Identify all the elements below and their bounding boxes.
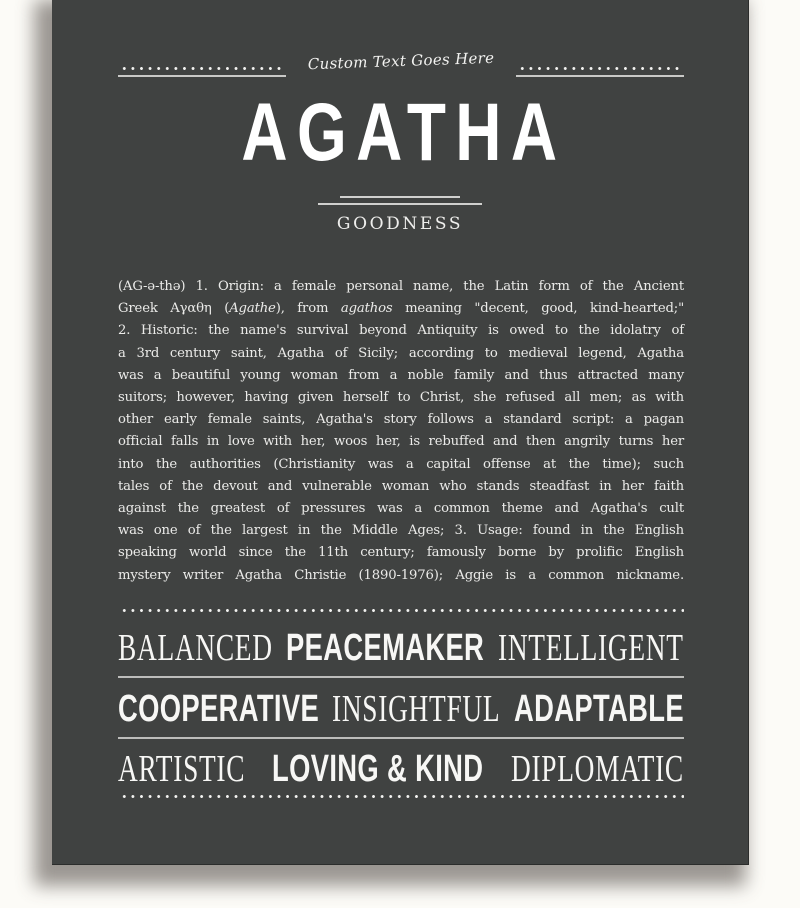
trait-word: INSIGHTFUL	[332, 688, 501, 730]
name-definition	[118, 276, 684, 587]
custom-text-header	[118, 48, 684, 82]
traits-row-1	[118, 622, 684, 674]
traits-row-2	[118, 683, 684, 735]
trait-word: BALANCED	[118, 627, 273, 669]
definition-line: into the authorities (Christianity was a capital offense at the time); such	[118, 456, 684, 472]
dotted-divider-right	[516, 66, 684, 76]
traits-divider	[118, 737, 684, 739]
trait-word: DIPLOMATIC	[511, 748, 684, 790]
definition-line	[118, 298, 684, 320]
definition-line: was one of the largest in the Middle Ages; 3. Usage: found in the English	[118, 523, 684, 539]
trait-word: ARTISTIC	[118, 748, 246, 790]
trait-word: ADAPTABLE	[514, 688, 685, 730]
definition-line: mystery writer Agatha Christie (1890-1976); Aggie is a common nickname.	[118, 567, 684, 583]
trait-word: COOPERATIVE	[118, 688, 320, 730]
definition-italic: agathos	[340, 301, 393, 317]
custom-text: Custom Text Goes Here	[307, 48, 495, 74]
definition-line: against the greatest of pressures was a common theme and Agatha's cult	[118, 501, 684, 517]
definition-text: Greek Αγαθη (	[118, 301, 230, 317]
definition-text: ), from	[275, 301, 341, 317]
definition-text: meaning "decent, good, kind-hearted;"	[392, 301, 684, 317]
definition-line: tales of the devout and vulnerable woman who stands steadfast in her faith	[118, 478, 684, 494]
title-underline-long	[318, 203, 482, 205]
name-title: AGATHA	[241, 87, 567, 178]
title-underline-short	[340, 196, 460, 198]
trait-word: INTELLIGENT	[498, 627, 685, 669]
dotted-divider-bottom	[118, 794, 684, 804]
definition-line: 2. Historic: the name's survival beyond Antiquity is owed to the idolatry of	[118, 323, 684, 339]
definition-italic: Agathe	[229, 301, 276, 317]
name-poster	[52, 0, 749, 865]
name-meaning: GOODNESS	[336, 214, 464, 234]
definition-line: speaking world since the 11th century; famously borne by prolific English	[118, 545, 684, 561]
traits-divider	[118, 676, 684, 678]
definition-line: was a beautiful young woman from a noble family and thus attracted many	[118, 367, 684, 383]
dotted-divider-middle	[118, 608, 684, 618]
traits-row-3	[118, 743, 684, 795]
definition-line: official falls in love with her, woos her, is rebuffed and then angrily turns her	[118, 434, 684, 450]
trait-word: LOVING & KIND	[272, 748, 484, 790]
definition-line: a 3rd century saint, Agatha of Sicily; according to medieval legend, Agatha	[118, 345, 684, 361]
definition-line: suitors; however, having given herself to Christ, she refused all men; as with	[118, 390, 684, 406]
definition-line: other early female saints, Agatha's story follows a standard script: a pagan	[118, 412, 684, 428]
trait-word: PEACEMAKER	[286, 627, 485, 669]
definition-line: (AG-ə-thə) 1. Origin: a female personal name, the Latin form of the Ancient	[118, 279, 684, 294]
